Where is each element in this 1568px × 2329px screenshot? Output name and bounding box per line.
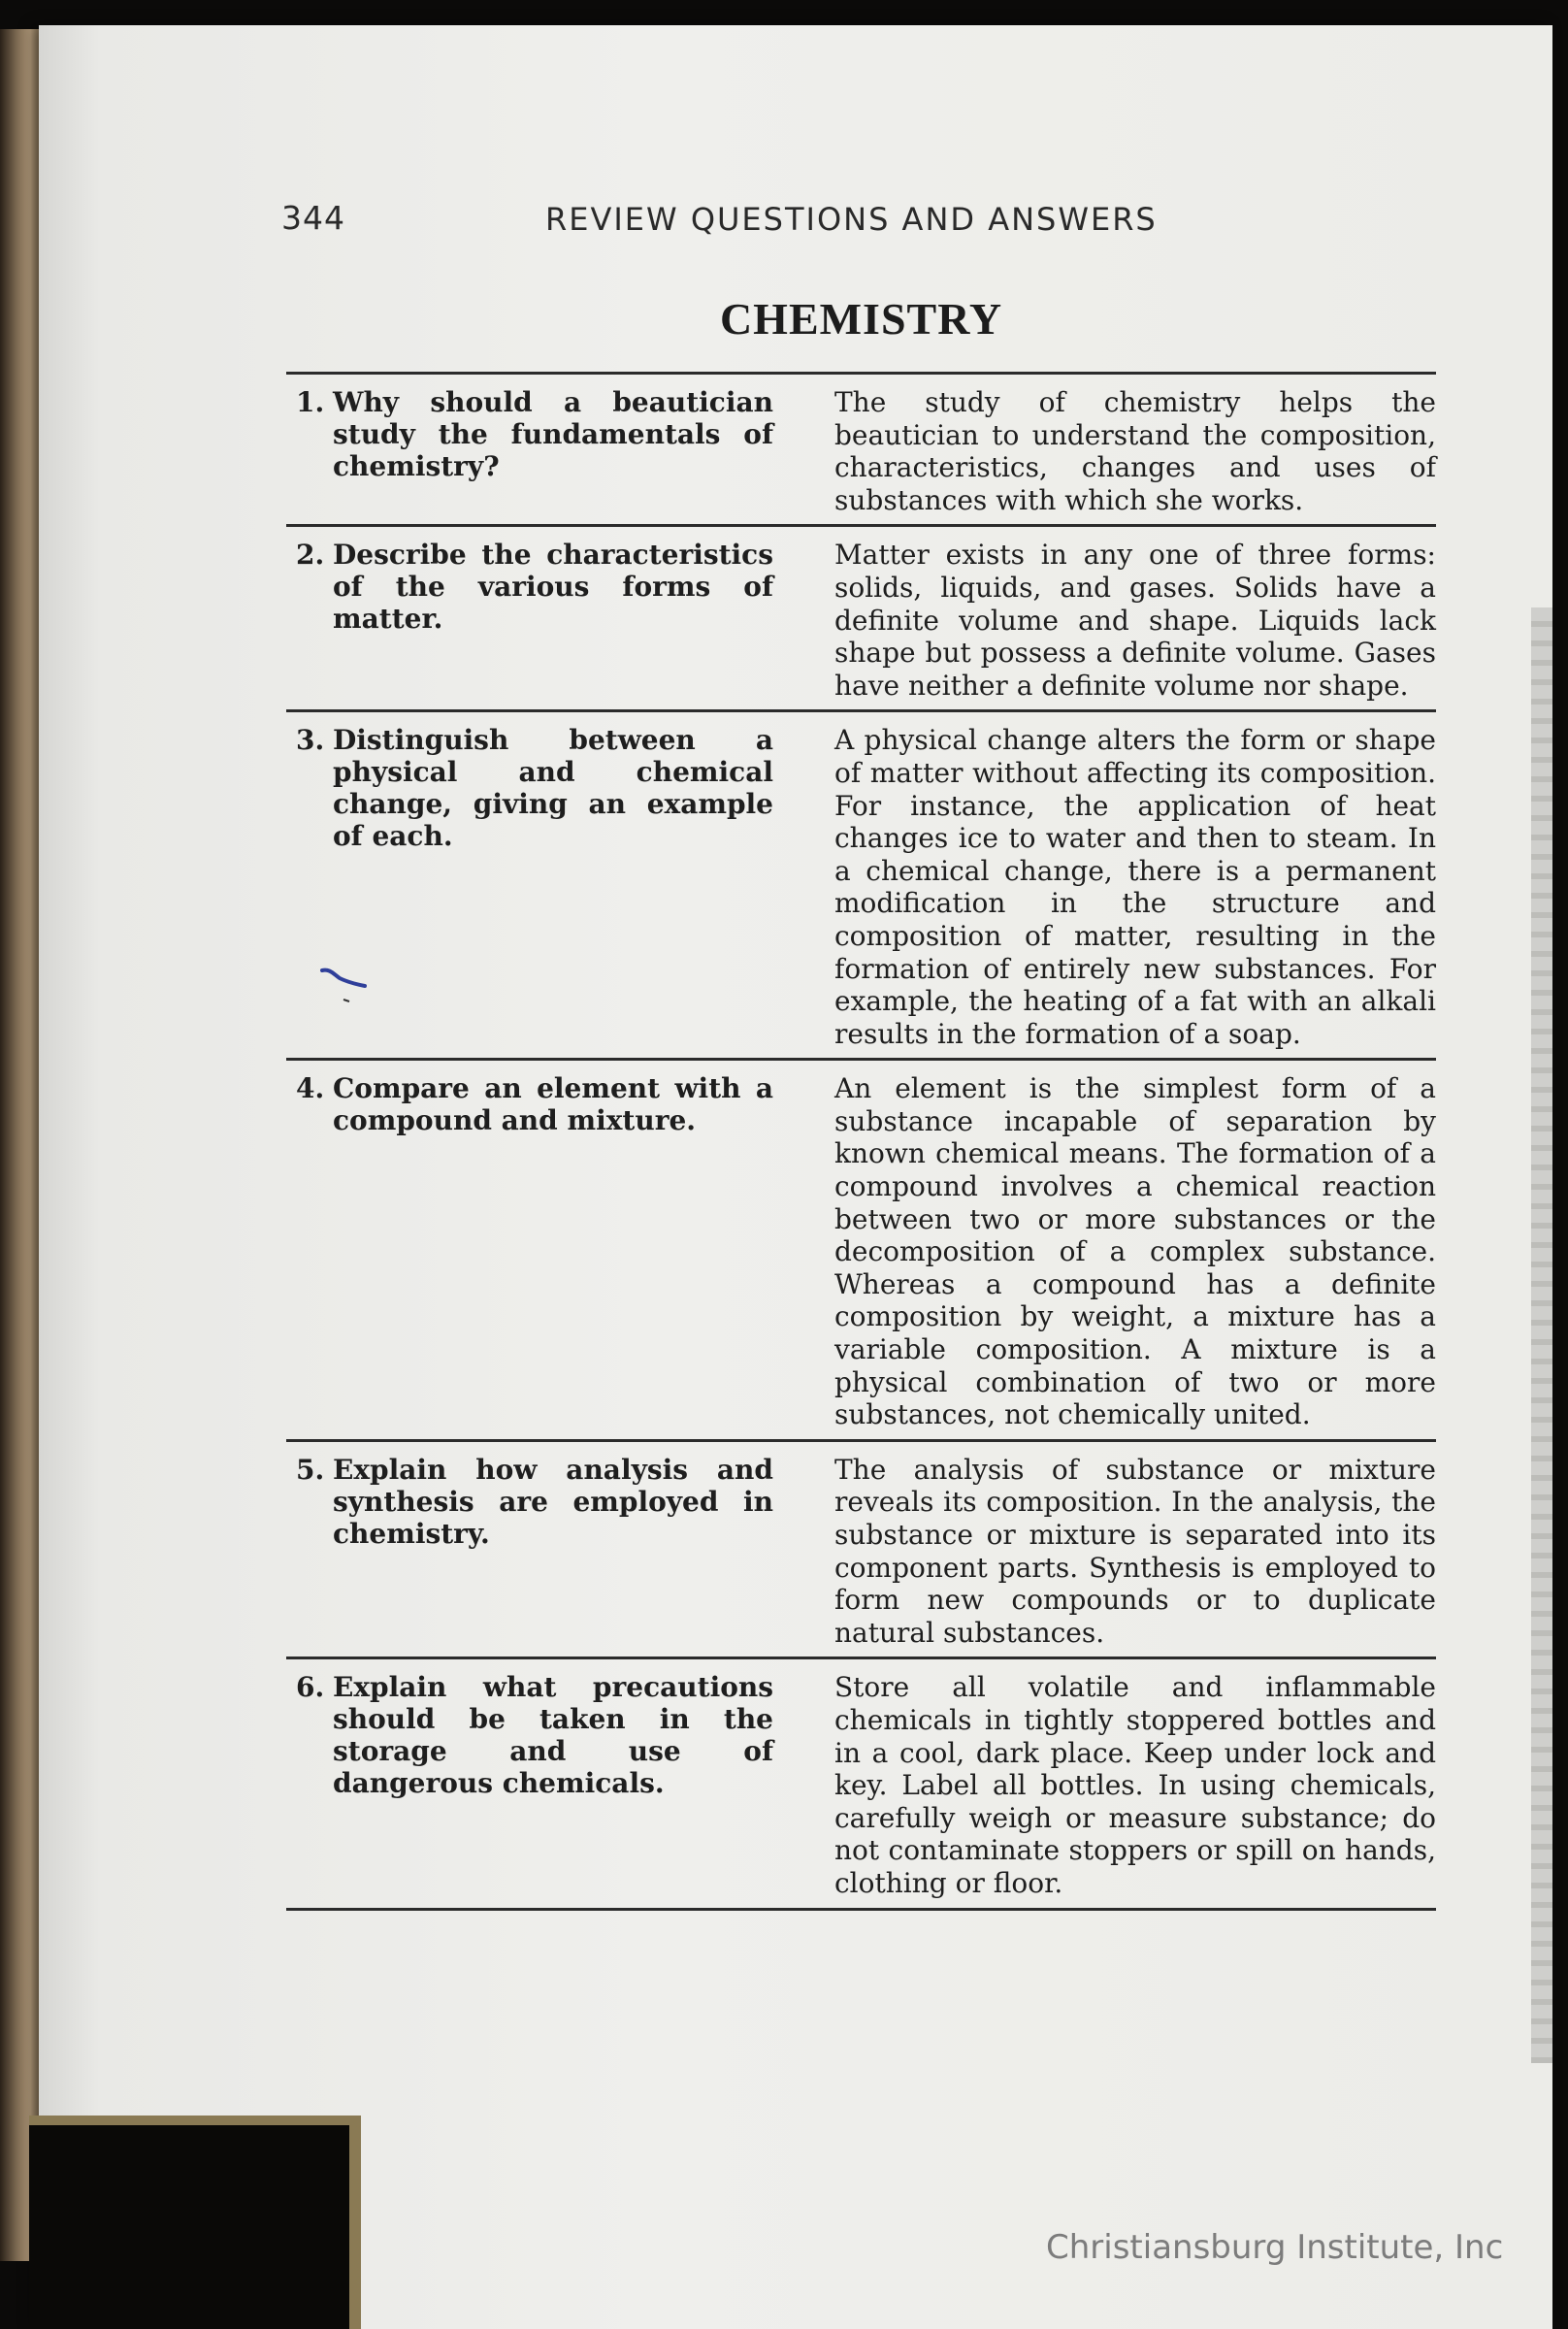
- page-header: [281, 199, 1184, 247]
- question: [286, 1454, 791, 1650]
- answer-text: A physical change alters the form or shape of matter without affecting its composition. For instance, the application of heat changes ice to water and then to steam. In a chemical change, there is a permanent modification in the structure and composition of matter, resulting in the formation of entirely new substances. For example, the heating of a fat with an alkali results in the formation of a soap.: [834, 724, 1436, 1050]
- question: [286, 1671, 791, 1899]
- section-title: CHEMISTRY: [719, 294, 1003, 344]
- answer-text: An element is the simplest form of a substance incapable of separation by known chemical means. The formation of a compound involves a chemical reaction between two or more substances or the decomposition of a complex substance. Whereas a compound has a definite composition by weight, a mixture has a variable composition. A mixture is a physical combination of two or more substances, not chemically united.: [834, 1072, 1436, 1431]
- question: [286, 386, 791, 516]
- ink-mark-icon: [320, 963, 378, 1011]
- answer-text: Matter exists in any one of three forms: solids, liquids, and gases. Solids have a definite volume and shape. Liquids lack shape but possess a definite volume. Gases have neither a definite volume nor shape.: [834, 539, 1436, 702]
- qa-row: [286, 527, 1436, 709]
- question-text: Distinguish between a physical and chemical change, giving an example of each.: [333, 724, 773, 853]
- qa-row: [286, 712, 1436, 1058]
- answer-text: The study of chemistry helps the beautician to understand the composition, characteristics, changes and uses of substances with which she works.: [834, 386, 1436, 516]
- qa-row: [286, 1442, 1436, 1657]
- question: [286, 539, 791, 702]
- question-text: Describe the characteristics of the various forms of matter.: [333, 539, 773, 636]
- page-right-edge: [1531, 607, 1552, 2063]
- qa-row: [286, 1061, 1436, 1439]
- question-number: 6.: [296, 1671, 325, 1704]
- running-title: REVIEW QUESTIONS AND ANSWERS: [545, 201, 1158, 238]
- answer-text: The analysis of substance or mixture reveals its composition. In the analysis, the substance or mixture is separated into its component parts. Synthesis is employed to form new compounds or to duplicate natural substances.: [834, 1453, 1436, 1649]
- question-text: Compare an element with a compound and mixture.: [333, 1072, 773, 1137]
- qa-row: [286, 1659, 1436, 1907]
- question-number: 4.: [296, 1072, 325, 1105]
- qa-row: [286, 375, 1436, 524]
- answer-text: Store all volatile and inflammable chemicals in tightly stoppered bottles and in a cool, dark place. Keep under lock and key. Label all bottles. In using chemicals, carefully weigh or measure substance; do not contaminate stoppers or spill on hands, clothing or floor.: [834, 1671, 1436, 1899]
- question-number: 3.: [296, 724, 325, 757]
- question-number: 1.: [296, 386, 325, 418]
- question-text: Why should a beautician study the fundamentals of chemistry?: [333, 386, 773, 482]
- qa-table: [286, 372, 1436, 1911]
- question-text: Explain what precautions should be taken in the storage and use of dangerous chemicals.: [333, 1671, 773, 1800]
- watermark: Christiansburg Institute, Inc: [1046, 2228, 1504, 2267]
- question-number: 2.: [296, 539, 325, 572]
- question-number: 5.: [296, 1453, 325, 1486]
- book-cover-corner: [29, 2116, 361, 2329]
- page-number: 344: [281, 199, 345, 237]
- question: [286, 1072, 791, 1431]
- table-rule: [286, 1908, 1436, 1911]
- question-text: Explain how analysis and synthesis are employed in chemistry.: [333, 1453, 773, 1550]
